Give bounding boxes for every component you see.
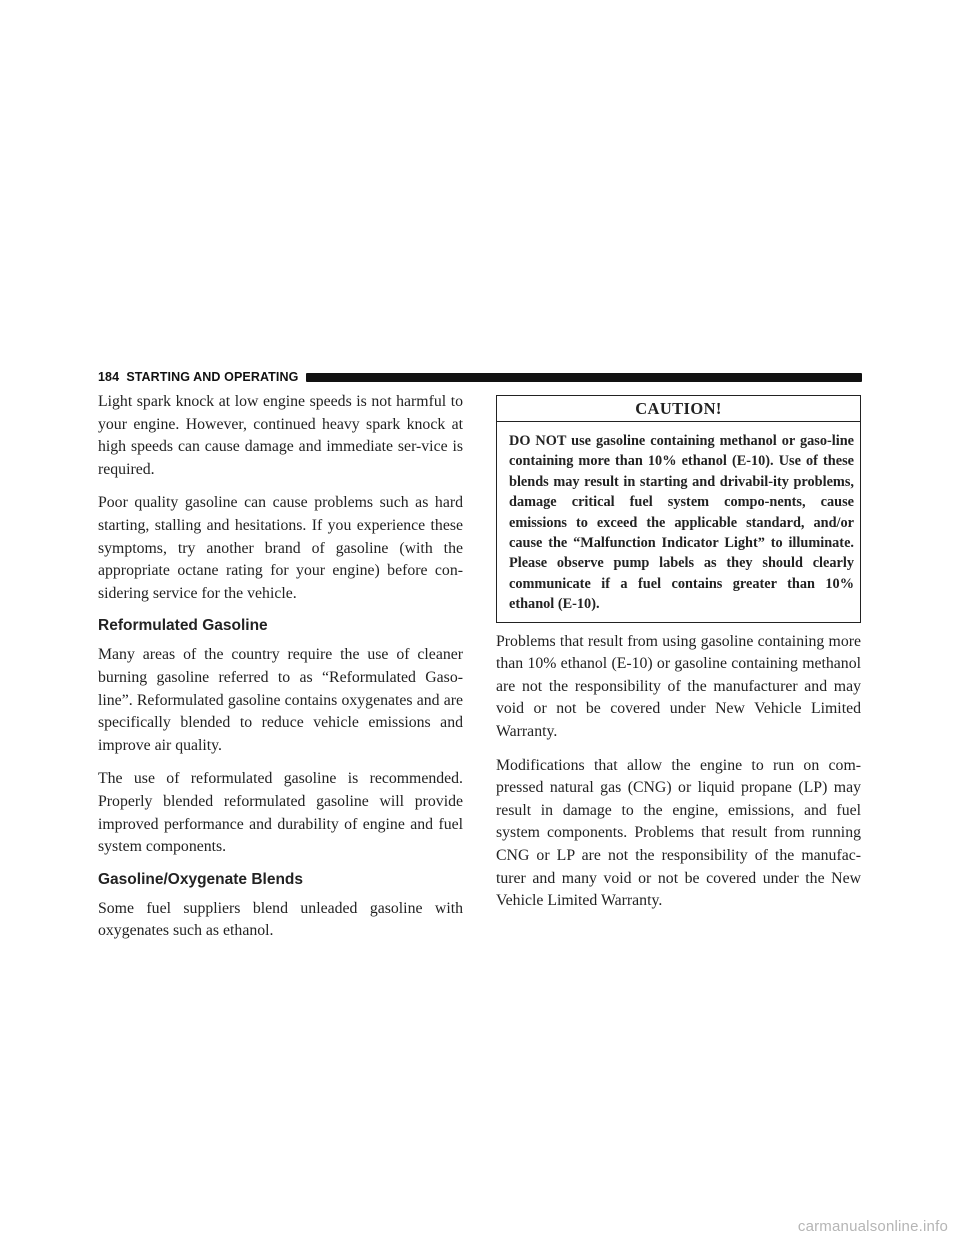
paragraph-ethanol-problems: Problems that result from using gasoline containing more than 10% ethanol (E-10) or gasoline containing methanol are not the responsibility of the manufacturer and may void or not be covered under New Vehicle Limited Warranty. — [496, 632, 861, 741]
caution-box — [496, 395, 861, 623]
header-rule — [306, 373, 862, 382]
section-title: STARTING AND OPERATING — [126, 370, 299, 384]
paragraph-spark-knock: Light spark knock at low engine speeds is not harmful to your engine. However, continued heavy spark knock at high speeds can cause damage and immediate ser-vice is required. — [98, 393, 463, 478]
heading-reformulated-gasoline: Reformulated Gasoline — [98, 617, 268, 635]
page-number: 184 — [98, 370, 120, 384]
page-header-label — [98, 370, 298, 384]
paragraph-oxygenate-blends: Some fuel suppliers blend unleaded gasoline with oxygenates such as ethanol. — [98, 899, 463, 940]
caution-title: CAUTION! — [497, 396, 860, 422]
page-header — [98, 370, 862, 384]
heading-oxygenate-blends: Gasoline/Oxygenate Blends — [98, 870, 304, 888]
paragraph-poor-quality-gasoline: Poor quality gasoline can cause problems such as hard starting, stalling and hesitations. If you experience these symptoms, try another brand of gasoline (with the appropriate octane rating for your engine) before con-sidering service for the vehicle. — [98, 494, 463, 602]
caution-text: DO NOT use gasoline containing methanol or gaso-line containing more than 10% ethanol (E-10). Use of these blends may result in starting and drivabil-ity problems, damage critical fuel system compo-nents, cause emissions to exceed the applicable standard, and/or cause the “Malfunction Indicator Light” to illuminate. Please observe pump labels as they should clearly communicate if a fuel contains greater than 10% ethanol (E-10). — [509, 433, 854, 613]
right-column — [496, 391, 861, 924]
watermark: carmanualsonline.info — [797, 1218, 948, 1235]
paragraph-cng-lp-modifications: Modifications that allow the engine to run on com-pressed natural gas (CNG) or liquid propane (LP) may result in damage to the engine, emissions, and fuel system components. Problems that result from running CNG or LP are not the responsibility of the manufac-turer and many void or not be covered under the New Vehicle Limited Warranty. — [496, 756, 861, 910]
left-column — [98, 391, 463, 954]
paragraph-reformulated-gasoline: Many areas of the country require the use of cleaner burning gasoline referred to as “Reformulated Gaso-line”. Reformulated gasoline contains oxygenates and are specifically blended to reduce vehicle emissions and improve air quality. — [98, 646, 463, 754]
paragraph-reformulated-recommended: The use of reformulated gasoline is recommended. Properly blended reformulated gasoline will provide improved performance and durability of engine and fuel system components. — [98, 770, 463, 856]
